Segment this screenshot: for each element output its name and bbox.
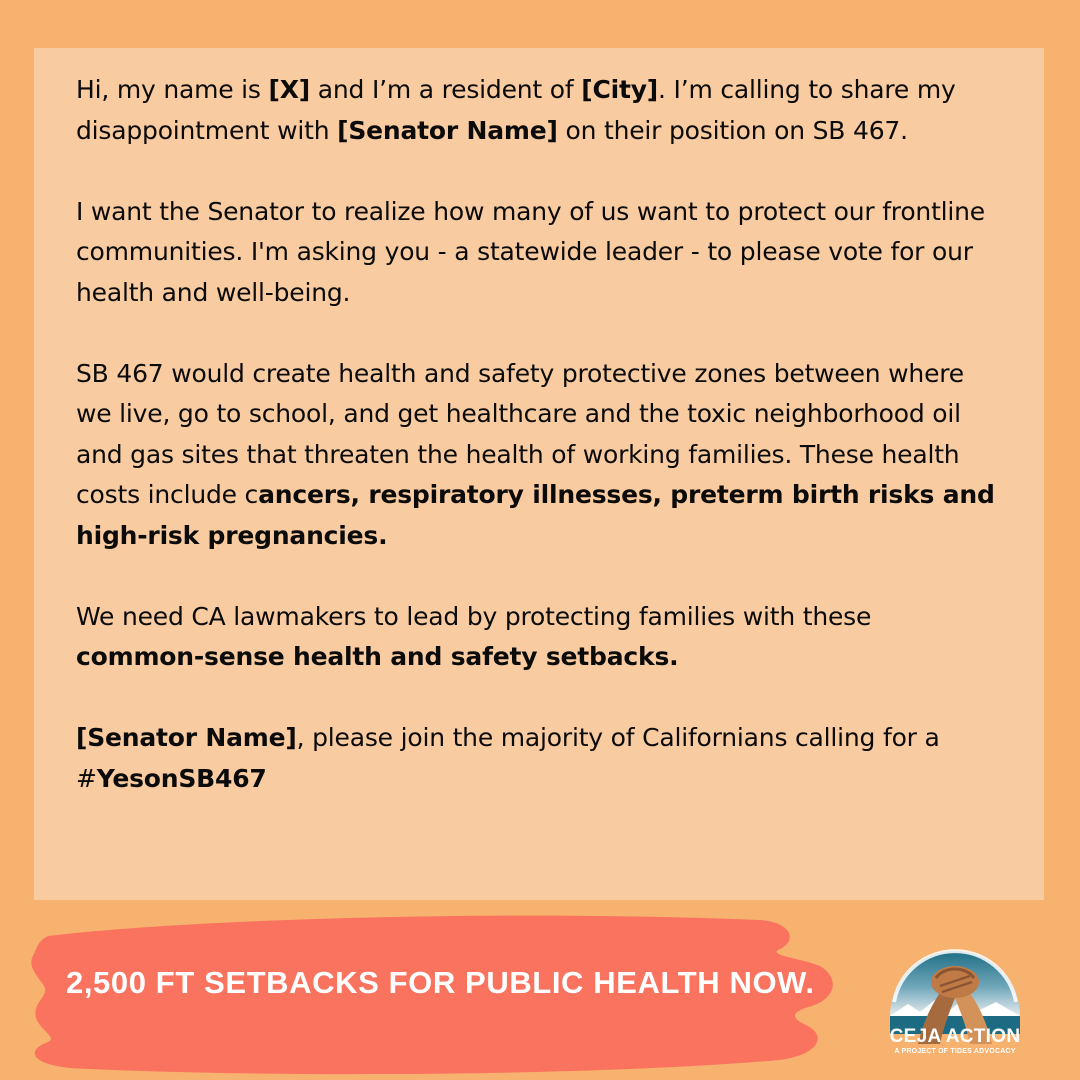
script-paragraph-request: I want the Senator to realize how many of us want to protect our frontline communities. I'm asking you - a statewide leader - to please vote for our health and well-being. [76, 196, 985, 307]
script-text: and I’m a resident of [310, 75, 582, 104]
script-text: . I’m calling to share my disappointment with [76, 75, 956, 145]
logo-subtitle: A PROJECT OF TIDES ADVOCACY [894, 1048, 1016, 1055]
placeholder-name: [X] [268, 75, 311, 104]
script-paragraph-lawmakers [76, 597, 1006, 678]
script-paragraph-closing [76, 718, 1006, 799]
health-costs-emphasis: ancers, respiratory illnesses, preterm birth risks and high-risk pregnancies. [76, 480, 995, 550]
script-text: We need CA lawmakers to lead by protecting families with these [76, 601, 872, 631]
message-card [34, 48, 1044, 900]
placeholder-city: [City] [581, 75, 659, 104]
script-paragraph-bill [76, 354, 1006, 557]
script-text: , please join the majority of Californians calling for a # [76, 723, 940, 793]
script-text: SB 467 would create health and safety protective zones between where we live, go to school, and get healthcare and the toxic neighborhood oil and gas sites that threaten the health of working families. These health costs include c [76, 358, 964, 509]
placeholder-senator-name: [Senator Name] [337, 115, 558, 145]
setbacks-emphasis: common-sense health and safety setbacks. [76, 642, 679, 671]
call-script [76, 70, 1006, 799]
script-text: on their position on SB 467. [557, 115, 908, 145]
script-paragraph-intro [76, 70, 1006, 151]
hashtag: YesonSB467 [96, 763, 267, 793]
script-text: Hi, my name is [76, 75, 269, 104]
placeholder-senator-name: [Senator Name] [76, 723, 297, 752]
logo-title: CEJA ACTION [889, 1026, 1021, 1047]
banner-headline: 2,500 FT SETBACKS FOR PUBLIC HEALTH NOW. [66, 965, 815, 1000]
